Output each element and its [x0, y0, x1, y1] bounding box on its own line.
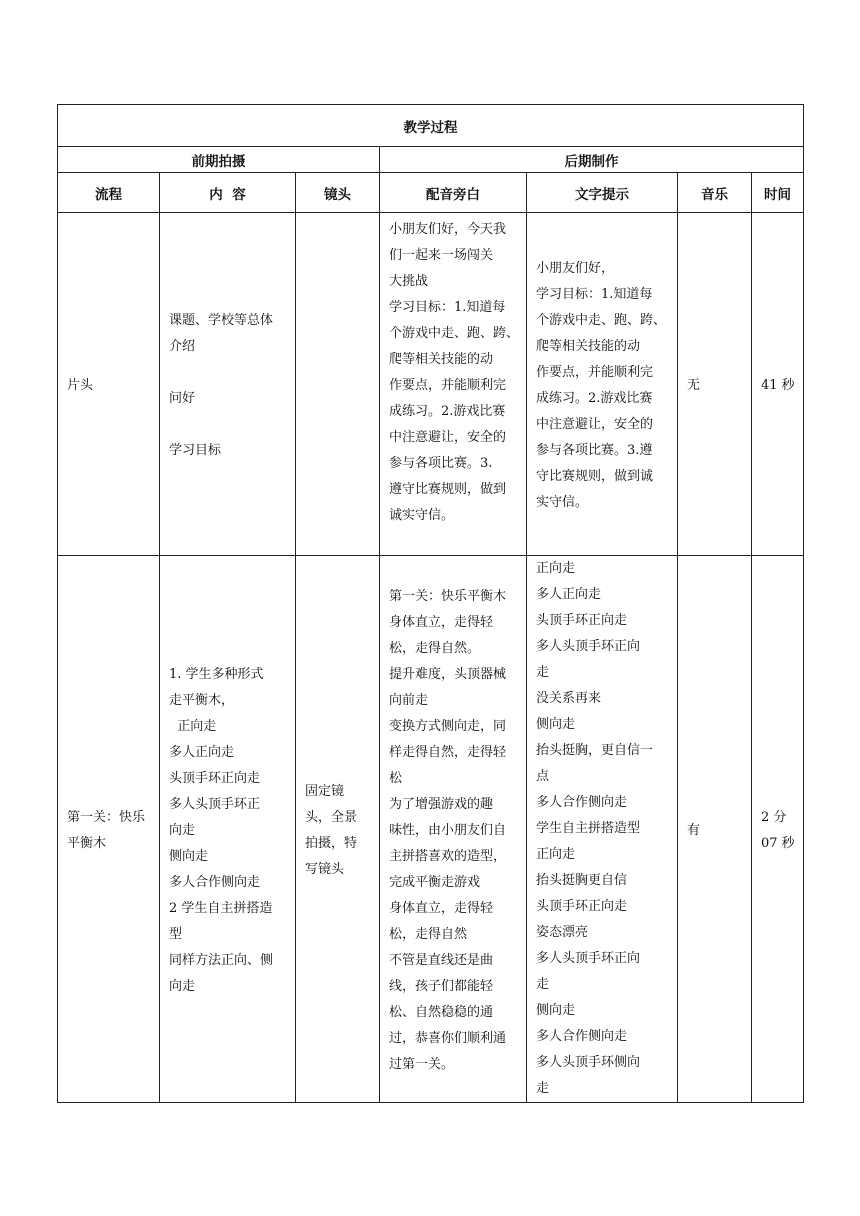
- header-content: 内 容: [160, 173, 296, 213]
- group-post-production: 后期制作: [380, 147, 804, 173]
- header-music: 音乐: [678, 173, 752, 213]
- teaching-process-table: [57, 104, 804, 1103]
- row-1-voiceover: 小朋友们好，今天我 们一起来一场闯关 大挑战 学习目标：1.知道每 个游戏中走、跑、跨、 爬等相关技能的动 作要点，并能顺利完 成练习。2.游戏比赛 中注意避让，安全的 参与各项比赛。3. 遵守比赛规则，做到 诚实守信。: [380, 213, 527, 556]
- row-1-music: 无: [678, 213, 752, 556]
- header-time: 时间: [752, 173, 804, 213]
- row-1-flow: 片头: [58, 213, 160, 556]
- row-2-content: 1. 学生多种形式 走平衡木， 正向走 多人正向走 头顶手环正向走 多人头顶手环正 向走 侧向走 多人合作侧向走 2 学生自主拼搭造 型 同样方法正向、侧 向走: [160, 556, 296, 1103]
- table-title: 教学过程: [58, 105, 804, 147]
- table-row: [58, 213, 804, 556]
- row-2-shot: 固定镜 头，全景 拍摄，特 写镜头: [296, 556, 380, 1103]
- row-1-shot: [296, 213, 380, 556]
- header-shot: 镜头: [296, 173, 380, 213]
- table-row: [58, 556, 804, 1103]
- row-1-caption: 小朋友们好， 学习目标：1.知道每 个游戏中走、跑、跨、 爬等相关技能的动 作要点，并能顺利完 成练习。2.游戏比赛 中注意避让，安全的 参与各项比赛。3.遵 守比赛规则，做到诚 实守信。: [527, 213, 678, 556]
- header-caption: 文字提示: [527, 173, 678, 213]
- group-pre-production: 前期拍摄: [58, 147, 380, 173]
- row-2-flow: 第一关：快乐 平衡木: [58, 556, 160, 1103]
- header-flow: 流程: [58, 173, 160, 213]
- row-2-music: 有: [678, 556, 752, 1103]
- row-1-content: 课题、学校等总体 介绍 问好 学习目标: [160, 213, 296, 556]
- row-1-time: 41 秒: [752, 213, 804, 556]
- row-2-voiceover: 第一关：快乐平衡木 身体直立，走得轻 松，走得自然。 提升难度，头顶器械 向前走 变换方式侧向走，同 样走得自然，走得轻 松 为了增强游戏的趣 味性，由小朋友们自 主拼搭喜欢的造型， 完成平衡走游戏 身体直立，走得轻 松，走得自然 不管是直线还是曲 线，孩子们都能轻 松、自然稳稳的通 过，恭喜你们顺利通 过第一关。: [380, 556, 527, 1103]
- row-2-time: 2 分 07 秒: [752, 556, 804, 1103]
- row-2-caption: 正向走 多人正向走 头顶手环正向走 多人头顶手环正向 走 没关系再来 侧向走 抬头挺胸，更自信一 点 多人合作侧向走 学生自主拼搭造型 正向走 抬头挺胸更自信 头顶手环正向走 姿态漂亮 多人头顶手环正向 走 侧向走 多人合作侧向走 多人头顶手环侧向 走: [527, 556, 678, 1103]
- header-voiceover: 配音旁白: [380, 173, 527, 213]
